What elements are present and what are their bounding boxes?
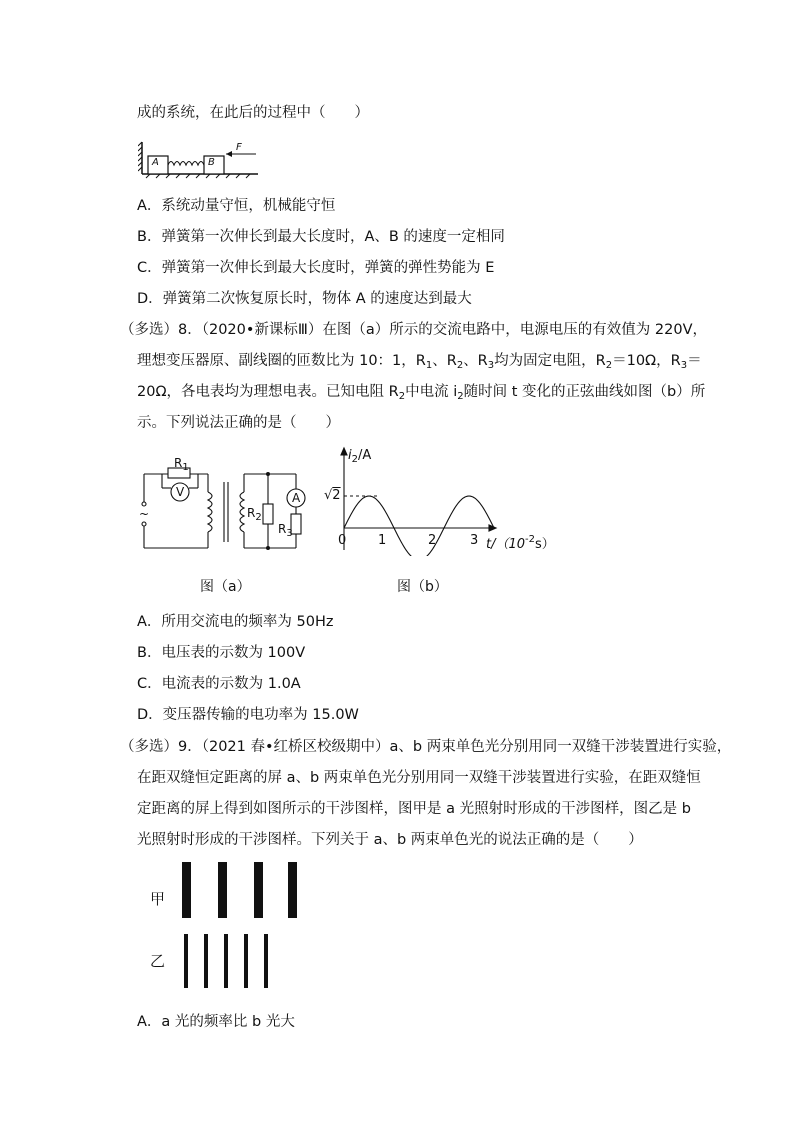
fringe-b-2 [204, 934, 208, 988]
fringe-a-1 [182, 862, 191, 918]
fringe-yi-label: 乙 [150, 952, 166, 970]
fringe-b-5 [264, 934, 268, 988]
peak-value-label: √2 [324, 488, 341, 503]
q7-option-d: D．弹簧第二次恢复原长时，物体 A 的速度达到最大 [137, 291, 472, 307]
voltmeter-label: V [176, 485, 185, 499]
fringe-a-3 [254, 862, 263, 918]
fringe-b-1 [184, 934, 188, 988]
interference-fringes [176, 860, 306, 990]
q8-option-a: A．所用交流电的频率为 50Hz [137, 614, 334, 630]
q9-stem-line3: 定距离的屏上得到如图所示的干涉图样，图甲是 a 光照射时形成的干涉图样，图乙是 b [137, 801, 691, 817]
fringe-a-4 [288, 862, 297, 918]
q9-stem-line4: 光照射时形成的干涉图样。下列关于 a、b 两束单色光的说法正确的是（ ） [137, 832, 643, 848]
x-tick-3: 3 [470, 533, 479, 548]
q7-option-b: B．弹簧第一次伸长到最大长度时，A、B 的速度一定相同 [137, 229, 505, 245]
q8-stem-line3: 20Ω，各电表均为理想电表。已知电阻 $R_2$中电流 $i_2$随时间 t 变化的正弦曲线如图（b）所 [137, 384, 706, 402]
q8-stem-line4: 示。下列说法正确的是（ ） [137, 415, 340, 431]
y-axis-label: $i_2/A$ [348, 448, 372, 465]
ammeter-label: A [292, 491, 301, 505]
fringe-jia-label: 甲 [150, 890, 166, 908]
fringe-b-4 [244, 934, 248, 988]
x-axis-label: $t/(10^{-2}s)$ [486, 534, 555, 552]
q7-option-c: C．弹簧第一次伸长到最大长度时，弹簧的弹性势能为 E [137, 260, 495, 276]
q8-stem-line2: 理想变压器原、副线圈的匝数比为 10：1，$R_1$、$R_2$、$R_3$均为固定电阻，$R_2=10\Omega$，$R_3=$ [137, 353, 702, 371]
r1-label: $R_1$ [174, 456, 189, 473]
fig-b-caption: 图（b） [397, 579, 448, 595]
continuation-line: 成的系统，在此后的过程中（ ） [137, 105, 369, 121]
block-a-label: A [152, 157, 159, 168]
q9-stem-line2: 在距双缝恒定距离的屏 a、b 两束单色光分别用同一双缝干涉装置进行实验，在距双缝恒 [137, 770, 701, 786]
q8-option-c: C．电流表的示数为 1.0A [137, 676, 301, 692]
q8-stem-line1: （多选）8．（2020•新课标Ⅲ）在图（a）所示的交流电路中，电源电压的有效值为 220V， [120, 322, 708, 338]
fig-a-caption: 图（a） [200, 579, 251, 595]
q8-option-d: D．变压器传输的电功率为 15.0W [137, 707, 359, 723]
x-tick-1: 1 [378, 533, 387, 548]
q7-option-a: A．系统动量守恒，机械能守恒 [137, 198, 336, 214]
x-tick-0: 0 [338, 533, 347, 548]
r2-label: $R_2$ [247, 506, 262, 523]
fringe-a-2 [218, 862, 227, 918]
r3-label: $R_3$ [278, 522, 293, 539]
q9-stem-line1: （多选）9．（2021 春•红桥区校级期中）a、b 两束单色光分别用同一双缝干涉装置进行实验， [120, 739, 732, 755]
q9-option-a: A．a 光的频率比 b 光大 [137, 1014, 295, 1030]
ac-source-symbol: ~ [139, 507, 150, 521]
x-tick-2: 2 [428, 533, 437, 548]
q8-option-b: B．电压表的示数为 100V [137, 645, 306, 661]
fringe-b-3 [224, 934, 228, 988]
force-f-label: F [236, 142, 242, 153]
block-b-label: B [208, 157, 215, 168]
